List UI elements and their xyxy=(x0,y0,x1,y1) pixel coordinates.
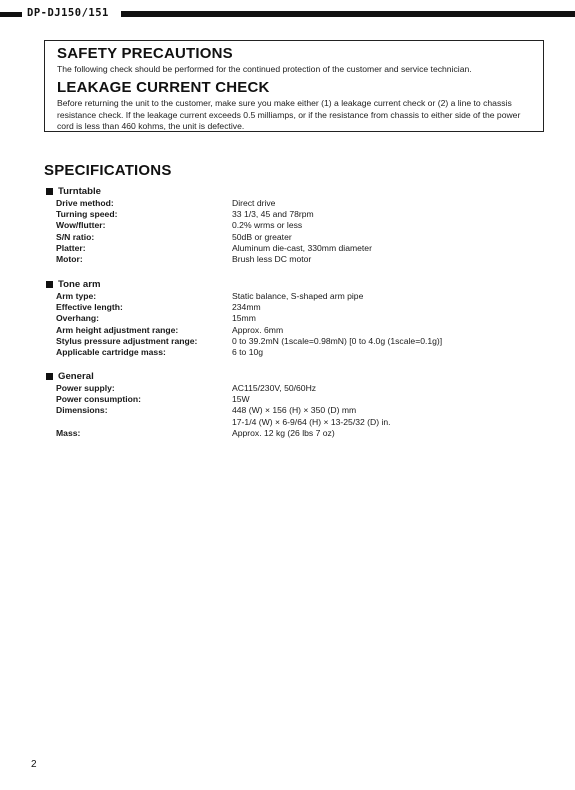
spec-row xyxy=(44,428,544,439)
section-general xyxy=(44,371,544,439)
spec-row xyxy=(44,254,544,265)
spec-value: 0 to 39.2mN (1scale=0.98mN) [0 to 4.0g (1scale=0.1g)] xyxy=(232,335,443,346)
header-bar-left-rule xyxy=(0,12,22,17)
spec-label: Turning speed: xyxy=(56,209,118,220)
specifications-title: SPECIFICATIONS xyxy=(44,162,172,179)
spec-row xyxy=(44,325,544,336)
spec-value: Static balance, S-shaped arm pipe xyxy=(232,291,364,301)
spec-row xyxy=(44,220,544,231)
spec-row xyxy=(44,209,544,220)
spec-row xyxy=(44,291,544,302)
spec-label: Overhang: xyxy=(56,313,99,324)
spec-label: Dimensions: xyxy=(56,405,108,416)
spec-value: 33 1/3, 45 and 78rpm xyxy=(232,209,314,220)
square-bullet-icon xyxy=(46,188,53,195)
safety-precautions-box xyxy=(44,40,544,132)
spec-label: Applicable cartridge mass: xyxy=(56,346,166,357)
spec-value: 234mm xyxy=(232,302,261,313)
spec-label: Arm height adjustment range: xyxy=(56,324,179,335)
spec-value: Brush less DC motor xyxy=(232,253,312,264)
spec-row xyxy=(44,405,544,427)
spec-row xyxy=(44,302,544,313)
spec-row xyxy=(44,198,544,209)
spec-value: 15W xyxy=(232,394,250,405)
square-bullet-icon xyxy=(46,373,53,380)
section-heading xyxy=(44,371,544,383)
spec-row xyxy=(44,336,544,347)
header-bar-right-rule xyxy=(121,11,575,17)
section-tone-arm xyxy=(44,279,544,358)
spec-value: 448 (W) × 156 (H) × 350 (D) mm xyxy=(232,405,357,416)
spec-label: S/N ratio: xyxy=(56,231,95,242)
section-name: General xyxy=(58,371,94,382)
spec-label: Stylus pressure adjustment range: xyxy=(56,335,198,346)
spec-value: Approx. 6mm xyxy=(232,324,284,335)
spec-row xyxy=(44,243,544,254)
spec-row xyxy=(44,313,544,324)
safety-title: SAFETY PRECAUTIONS xyxy=(57,45,233,62)
spec-label: Effective length: xyxy=(56,302,123,313)
spec-row xyxy=(44,347,544,358)
model-number: DP-DJ150/151 xyxy=(27,7,109,19)
spec-label: Wow/flutter: xyxy=(56,220,106,231)
spec-row xyxy=(44,394,544,405)
spec-value: 6 to 10g xyxy=(232,346,264,357)
spec-value: 0.2% wrms or less xyxy=(232,220,303,231)
spec-label: Power consumption: xyxy=(56,394,141,405)
spec-value: AC115/230V, 50/60Hz xyxy=(232,383,317,393)
spec-row xyxy=(44,383,544,394)
spec-label: Arm type: xyxy=(56,291,97,301)
safety-text: The following check should be performed for the continued protection of the customer and service technician. xyxy=(57,64,472,74)
section-turntable xyxy=(44,186,544,265)
spec-value: Aluminum die-cast, 330mm diameter xyxy=(232,242,372,253)
page-number: 2 xyxy=(31,759,37,770)
spec-value-imperial: 17-1/4 (W) × 6-9/64 (H) × 13-25/32 (D) in. xyxy=(232,416,391,427)
spec-label: Platter: xyxy=(56,242,86,253)
spec-label: Mass: xyxy=(56,427,81,438)
section-name: Tone arm xyxy=(58,279,101,290)
section-heading xyxy=(44,186,544,198)
leakage-text: Before returning the unit to the customer, make sure you make either (1) a leakage current check or (2) a line to chassis resistance check. If the leakage current exceeds 0.5 milliamps, or if the resistance from chassis to either side of the power cord is less than 460 kohms, the unit is defective. xyxy=(57,98,521,132)
spec-value: 15mm xyxy=(232,313,256,324)
spec-label: Power supply: xyxy=(56,383,115,393)
leakage-title: LEAKAGE CURRENT CHECK xyxy=(57,79,270,97)
section-name: Turntable xyxy=(58,186,101,197)
header-bar xyxy=(0,7,575,19)
spec-label: Drive method: xyxy=(56,198,114,208)
spec-value: Approx. 12 kg (26 lbs 7 oz) xyxy=(232,427,335,438)
spec-label: Motor: xyxy=(56,253,83,264)
spec-row xyxy=(44,232,544,243)
spec-value: 50dB or greater xyxy=(232,231,292,242)
spec-value: Direct drive xyxy=(232,198,276,208)
section-heading xyxy=(44,279,544,291)
square-bullet-icon xyxy=(46,281,53,288)
